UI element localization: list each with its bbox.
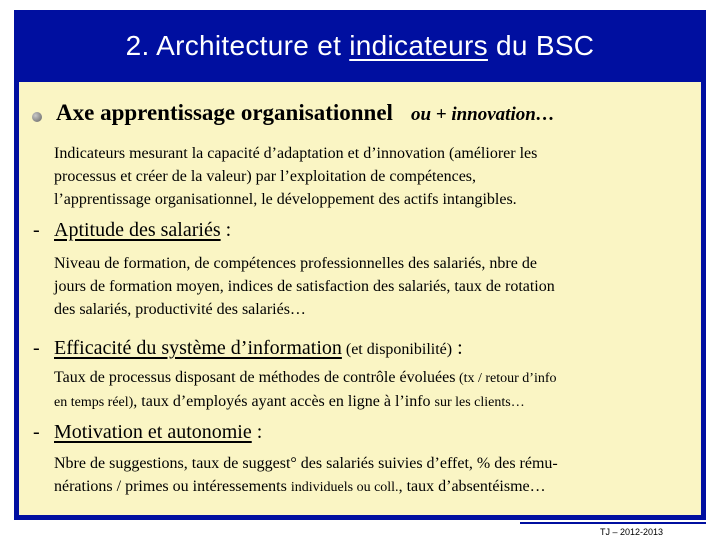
description-line: Indicateurs mesurant la capacité d’adaptation et d’innovation (améliorer les bbox=[54, 145, 538, 162]
section-suffix: : bbox=[452, 337, 463, 359]
section-heading-aptitude bbox=[54, 219, 231, 242]
axis-heading-text: Axe apprentissage organisationnel bbox=[56, 100, 393, 125]
section-suffix: : bbox=[220, 219, 232, 241]
section-label: Efficacité du système d’information bbox=[54, 337, 342, 359]
section-heading-motivation bbox=[54, 421, 262, 444]
section-suffix-small: (et disponibilité) bbox=[341, 341, 453, 358]
body-line: Niveau de formation, de compétences professionnelles des salariés, nbre de bbox=[54, 255, 537, 272]
title-part-1: 2. Architecture et bbox=[125, 30, 350, 61]
body-text-small: en temps réel) bbox=[54, 395, 134, 410]
body-text-small: individuels ou coll. bbox=[290, 480, 399, 495]
body-line: jours de formation moyen, indices de satisfaction des salariés, taux de rotation bbox=[54, 278, 555, 295]
section-dash: - bbox=[33, 337, 40, 359]
section-suffix: : bbox=[251, 421, 263, 443]
body-text-small: (tx / retour d’info bbox=[455, 371, 557, 386]
description-line: processus et créer de la valeur) par l’exploitation de compétences, bbox=[54, 168, 477, 185]
body-text: , taux d’employés ayant accès en ligne à l’info bbox=[133, 393, 435, 410]
section-body-aptitude bbox=[54, 252, 555, 321]
body-text: nérations / primes ou intéressements bbox=[54, 478, 291, 495]
body-line bbox=[54, 475, 558, 499]
section-label: Motivation et autonomie bbox=[54, 421, 252, 443]
title-part-2: indicateurs bbox=[349, 30, 488, 61]
footer-divider bbox=[520, 522, 706, 524]
body-line: Nbre de suggestions, taux de suggest° des salariés suivies d’effet, % des rému- bbox=[54, 455, 558, 472]
title-part-3: du BSC bbox=[487, 30, 595, 61]
axis-heading bbox=[56, 100, 555, 126]
section-heading-efficacite bbox=[54, 337, 463, 360]
body-text: , taux d’absentéisme… bbox=[398, 478, 546, 495]
footer-text: TJ – 2012-2013 bbox=[600, 527, 664, 537]
description-line: l’apprentissage organisationnel, le développement des actifs intangibles. bbox=[54, 191, 517, 208]
slide-title bbox=[14, 10, 706, 82]
axis-heading-alt: ou + innovation… bbox=[410, 104, 555, 125]
body-line bbox=[54, 366, 557, 390]
body-line: des salariés, productivité des salariés… bbox=[54, 301, 306, 318]
body-text-small: sur les clients… bbox=[434, 395, 525, 410]
body-line bbox=[54, 390, 557, 414]
section-dash: - bbox=[33, 219, 40, 241]
section-dash: - bbox=[33, 421, 40, 443]
section-body-motivation bbox=[54, 452, 558, 499]
axis-description bbox=[54, 142, 537, 211]
section-body-efficacite bbox=[54, 366, 557, 414]
section-label: Aptitude des salariés bbox=[54, 219, 221, 241]
bullet-icon bbox=[32, 112, 42, 122]
body-text: Taux de processus disposant de méthodes de contrôle évoluées bbox=[54, 369, 456, 386]
